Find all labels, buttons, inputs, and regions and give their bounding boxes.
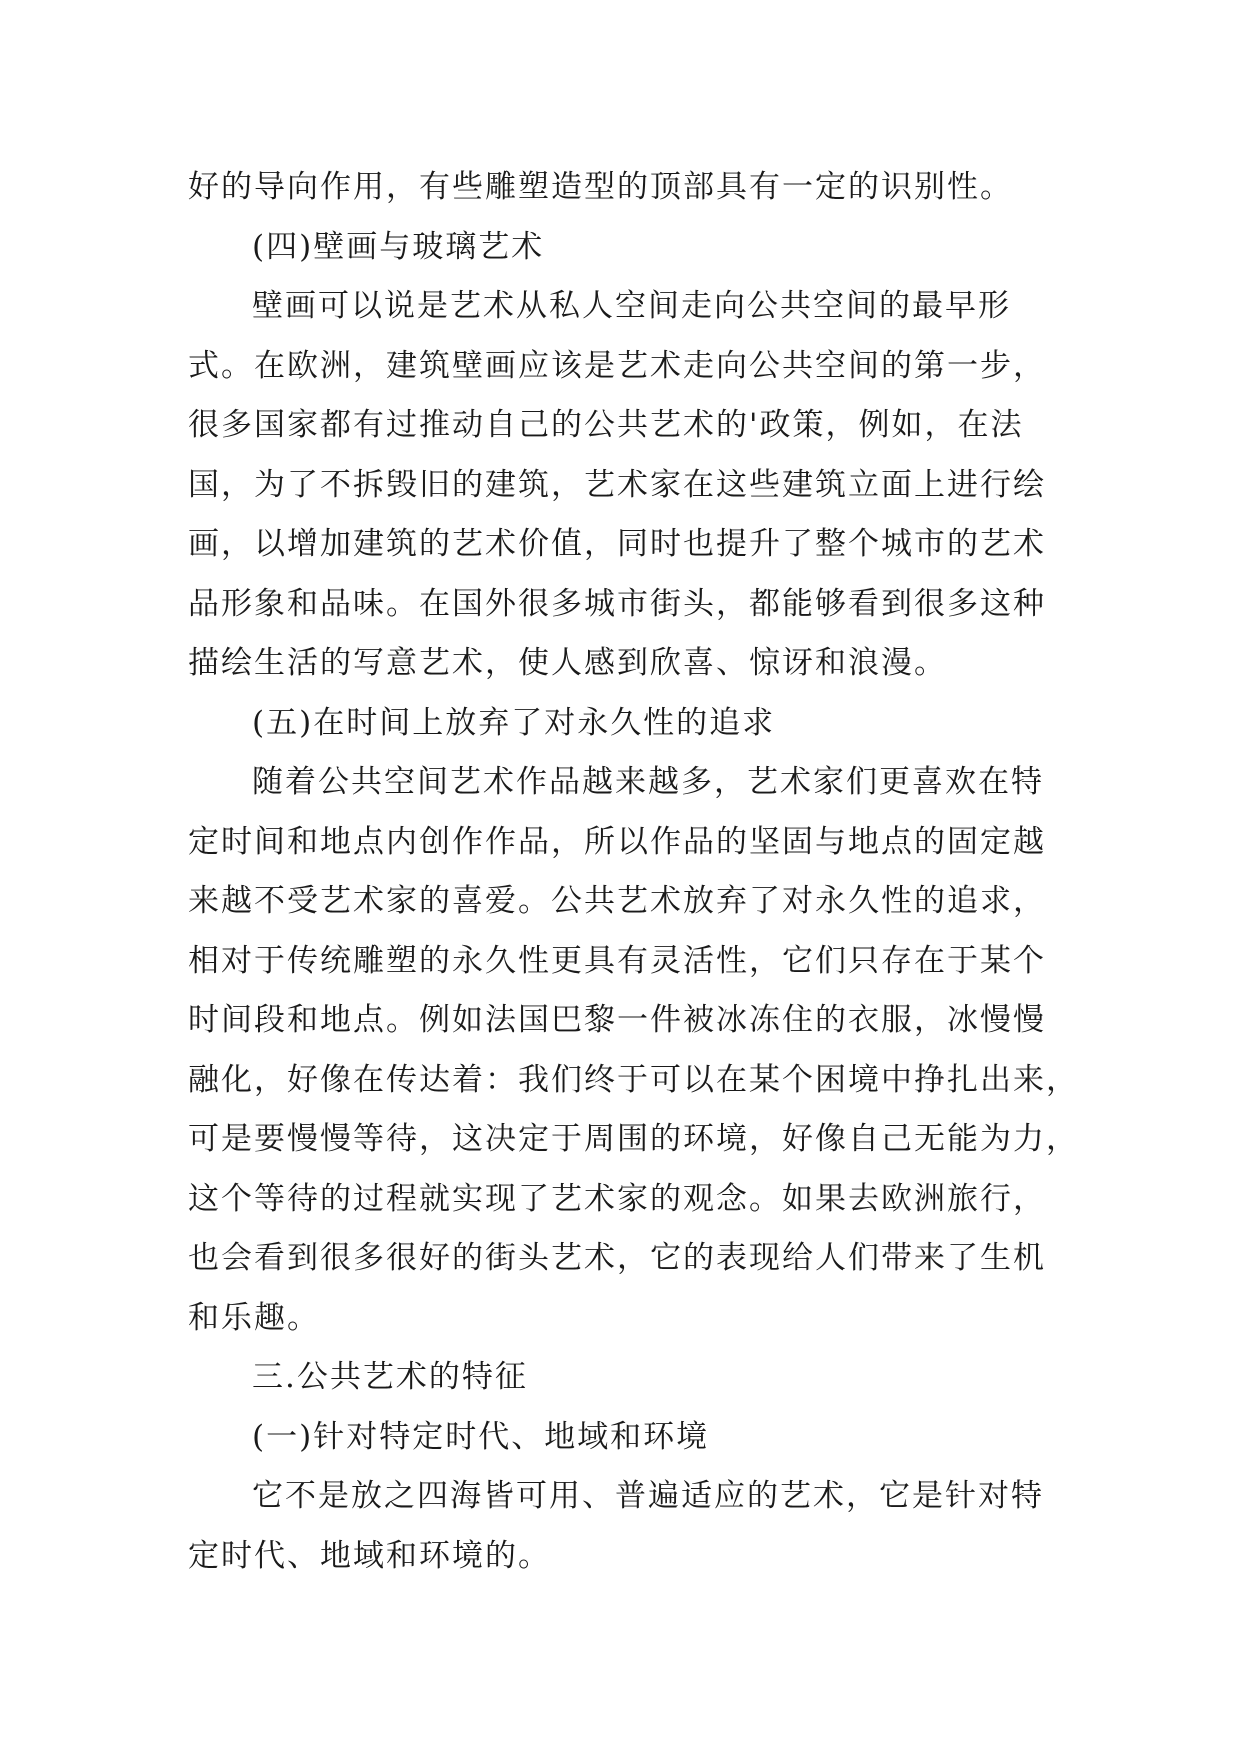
paragraph-line: 融化，好像在传达着：我们终于可以在某个困境中挣扎出来， (188, 1061, 1079, 1098)
paragraph-line: 描绘生活的写意艺术，使人感到欣喜、惊讶和浪漫。 (188, 645, 947, 681)
section-heading-4: (四)壁画与玻璃艺术 (252, 228, 545, 265)
paragraph-line: 这个等待的过程就实现了艺术家的观念。如果去欧洲旅行， (188, 1180, 1046, 1217)
paragraph-line: 很多国家都有过推动自己的公共艺术的'政策，例如，在法 (188, 407, 1024, 443)
paragraph-line: 定时间和地点内创作作品，所以作品的坚固与地点的固定越 (188, 823, 1046, 860)
paragraph-line: 壁画可以说是艺术从私人空间走向公共空间的最早形 (252, 288, 1011, 324)
paragraph-line: 定时代、地域和环境的。 (188, 1537, 551, 1574)
chapter-heading-3: 三.公共艺术的特征 (252, 1359, 528, 1395)
paragraph-line: 也会看到很多很好的街头艺术，它的表现给人们带来了生机 (188, 1240, 1046, 1276)
paragraph-line: 品形象和品味。在国外很多城市街头，都能够看到很多这种 (188, 585, 1046, 622)
paragraph-line: 相对于传统雕塑的永久性更具有灵活性，它们只存在于某个 (188, 942, 1046, 979)
section-heading-5: (五)在时间上放弃了对永久性的追求 (252, 704, 776, 741)
section-heading-1: (一)针对特定时代、地域和环境 (252, 1418, 710, 1455)
paragraph-line: 和乐趣。 (188, 1299, 320, 1336)
document-body (188, 158, 1079, 1586)
paragraph-line: 随着公共空间艺术作品越来越多，艺术家们更喜欢在特 (252, 764, 1044, 800)
paragraph-line: 式。在欧洲，建筑壁画应该是艺术走向公共空间的第一步， (188, 347, 1046, 384)
paragraph-line: 来越不受艺术家的喜爱。公共艺术放弃了对永久性的追求， (188, 883, 1046, 919)
paragraph-line: 时间段和地点。例如法国巴黎一件被冰冻住的衣服，冰慢慢 (188, 1002, 1046, 1038)
paragraph-line: 它不是放之四海皆可用、普遍适应的艺术，它是针对特 (252, 1478, 1044, 1514)
paragraph-line: 好的导向作用，有些雕塑造型的顶部具有一定的识别性。 (188, 169, 1013, 205)
paragraph-line: 画，以增加建筑的艺术价值，同时也提升了整个城市的艺术 (188, 526, 1046, 562)
paragraph-line: 可是要慢慢等待，这决定于周围的环境，好像自己无能为力， (188, 1121, 1079, 1157)
paragraph-line: 国，为了不拆毁旧的建筑，艺术家在这些建筑立面上进行绘 (188, 466, 1046, 503)
